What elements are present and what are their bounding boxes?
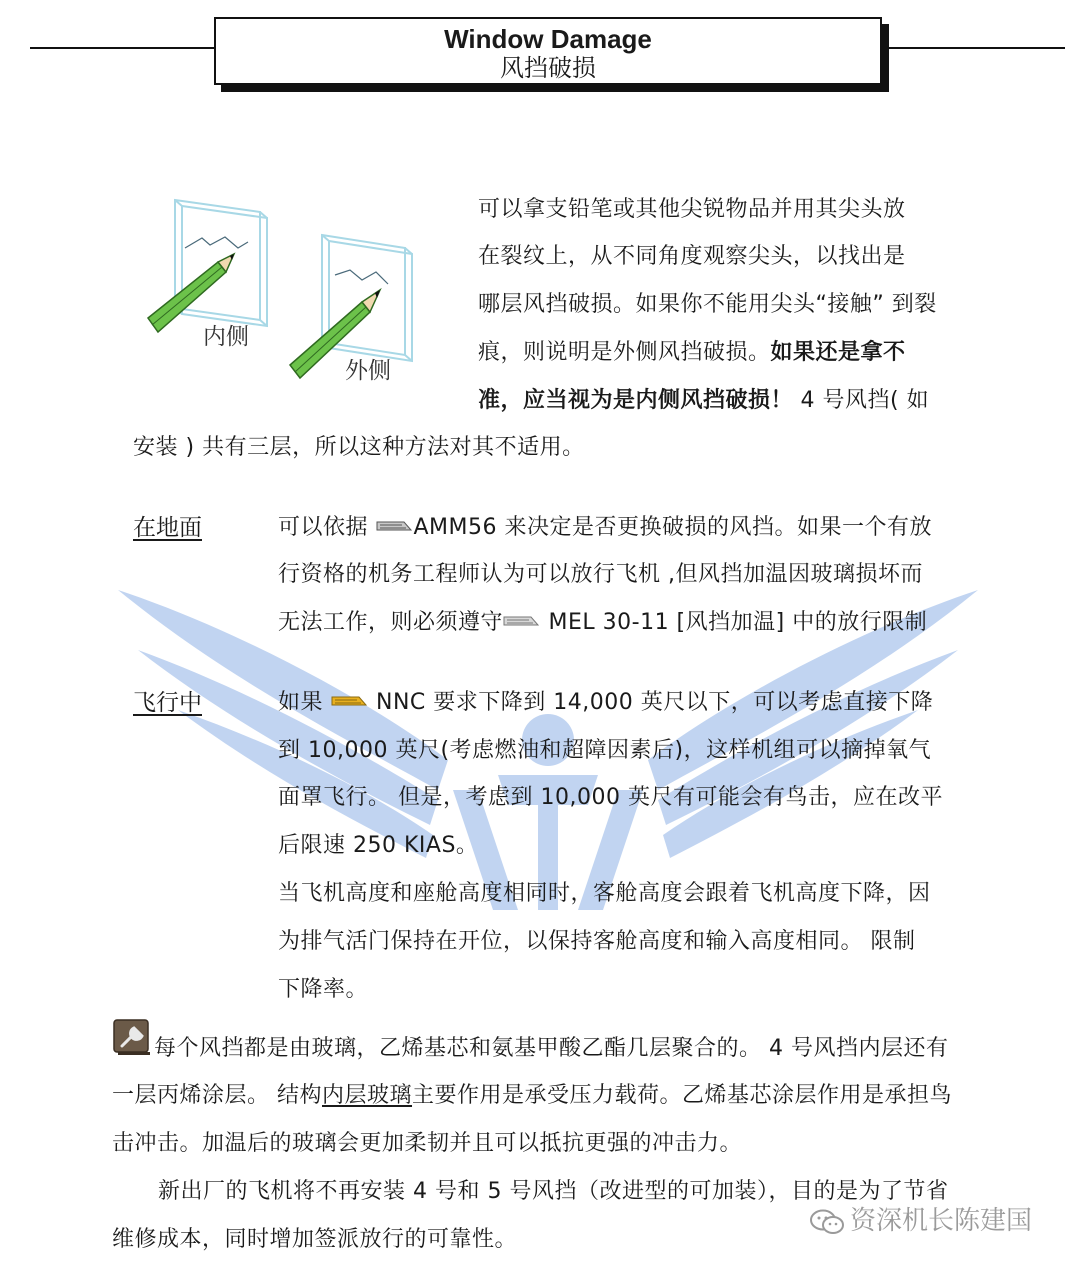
intro-after-bold: 4 号风挡( 如 xyxy=(793,388,930,413)
footer-watermark xyxy=(810,1200,1032,1237)
page-title-en: Window Damage xyxy=(444,24,652,54)
note-line-1: 每个风挡都是由玻璃，乙烯基芯和氨基甲酸乙酯几层聚合的。 4 号风挡内层还有 xyxy=(154,1036,949,1061)
intro-line-2: 在裂纹上，从不同角度观察尖头，以找出是 xyxy=(478,244,906,269)
reference-doc-gray-icon xyxy=(503,614,539,628)
flight-line-7: 下降率。 xyxy=(278,977,369,1002)
note-line-2 xyxy=(112,1082,952,1110)
ground-line-1 xyxy=(278,514,932,542)
reference-doc-yellow-icon xyxy=(331,694,367,708)
intro-line-4-text: 痕，则说明是外侧风挡破损。 xyxy=(478,340,771,365)
section-label-ground: 在地面 xyxy=(133,515,202,541)
note-underlined-term: 内层玻璃 xyxy=(322,1083,413,1108)
ground-line-2: 行资格的机务工程师认为可以放行飞机 ,但风挡加温因玻璃损坏而 xyxy=(278,562,923,587)
flight-line-4: 后限速 250 KIAS。 xyxy=(278,833,479,858)
header-rule-right xyxy=(885,47,1065,49)
maintenance-tool-icon xyxy=(112,1016,154,1056)
note-line-4: 新出厂的飞机将不再安装 4 号和 5 号风挡（改进型的可加装），目的是为了节省 xyxy=(158,1179,949,1204)
ground-line-3-pre: 无法工作，则必须遵守 xyxy=(278,610,504,635)
page-title-zh: 风挡破损 xyxy=(500,54,596,82)
flight-line-2: 到 10,000 英尺(考虑燃油和超障因素后)，这样机组可以摘掉氧气 xyxy=(278,738,932,763)
header-rule-left xyxy=(30,47,216,49)
ground-ref-amm: AMM56 xyxy=(413,515,498,540)
ground-line-3-post: MEL 30-11 [风挡加温] 中的放行限制 xyxy=(541,610,928,635)
title-box xyxy=(214,17,882,85)
flight-line-1 xyxy=(278,689,933,717)
reference-doc-gray-icon xyxy=(376,519,412,533)
intro-line-3: 哪层风挡破损。如果你不能用尖头“接触” 到裂 xyxy=(478,292,937,317)
ground-line-3 xyxy=(278,609,927,637)
inner-label: 内侧 xyxy=(203,324,249,350)
intro-line-5 xyxy=(478,387,929,415)
wechat-icon xyxy=(810,1209,844,1235)
footer-watermark-text: 资深机长陈建国 xyxy=(850,1206,1033,1236)
windshield-pencil-illustration xyxy=(130,190,460,390)
intro-bold-a: 如果还是拿不 xyxy=(770,340,906,365)
intro-line-6: 安装 ) 共有三层，所以这种方法对其不适用。 xyxy=(133,435,585,460)
ground-line-1-pre: 可以依据 xyxy=(278,515,376,540)
ground-line-1-post: 来决定是否更换破损的风挡。如果一个有放 xyxy=(497,515,933,540)
intro-line-1: 可以拿支铅笔或其他尖锐物品并用其尖头放 xyxy=(478,197,906,222)
outer-label: 外侧 xyxy=(345,358,391,384)
note-line-2-post: 主要作用是承受压力载荷。乙烯基芯涂层作用是承担鸟 xyxy=(412,1083,953,1108)
flight-line-1-post: NNC 要求下降到 14,000 英尺以下，可以考虑直接下降 xyxy=(368,690,934,715)
note-line-2-pre: 一层丙烯涂层。 结构 xyxy=(112,1083,322,1108)
section-label-flight: 飞行中 xyxy=(133,690,202,716)
note-line-5: 维修成本，同时增加签派放行的可靠性。 xyxy=(112,1227,518,1252)
flight-line-1-pre: 如果 xyxy=(278,690,331,715)
flight-line-5: 当飞机高度和座舱高度相同时，客舱高度会跟着飞机高度下降，因 xyxy=(278,881,931,906)
flight-line-3: 面罩飞行。 但是，考虑到 10,000 英尺有可能会有鸟击，应在改平 xyxy=(278,785,943,810)
note-line-3: 击冲击。加温后的玻璃会更加柔韧并且可以抵抗更强的冲击力。 xyxy=(112,1131,743,1156)
intro-bold-b: 准，应当视为是内侧风挡破损！ xyxy=(478,388,794,413)
intro-line-4 xyxy=(478,339,906,367)
flight-line-6: 为排气活门保持在开位，以保持客舱高度和输入高度相同。 限制 xyxy=(278,929,916,954)
